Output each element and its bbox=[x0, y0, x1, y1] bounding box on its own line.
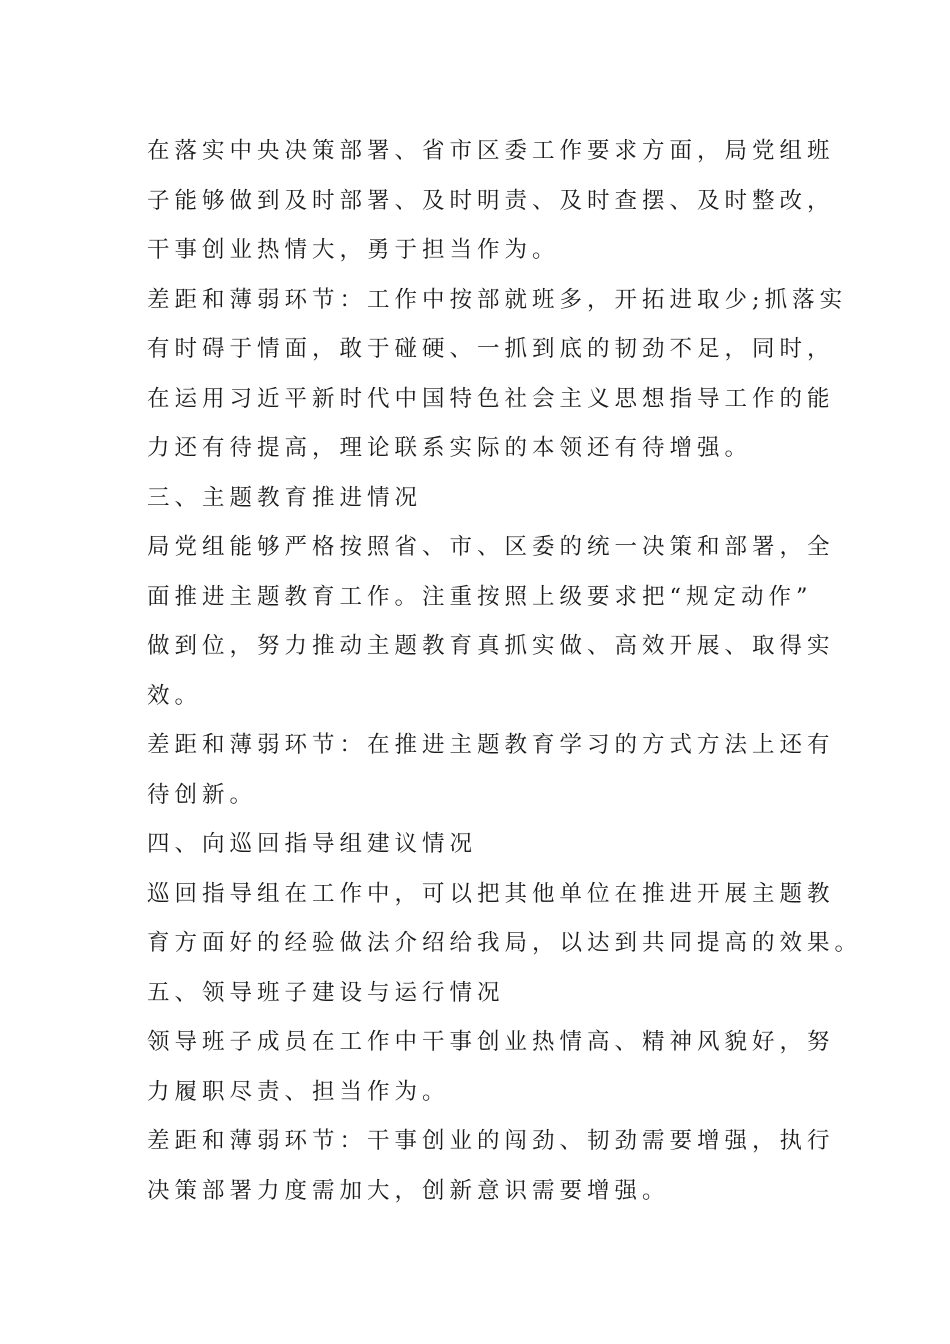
section-heading: 四、向巡回指导组建议情况 bbox=[147, 831, 478, 857]
text-line: 在运用习近平新时代中国特色社会主义思想指导工作的能 bbox=[147, 385, 835, 412]
text-line: 在落实中央决策部署、省市区委工作要求方面，局党组班 bbox=[147, 138, 835, 164]
text-line: 待创新。 bbox=[147, 781, 258, 808]
text-line: 差距和薄弱环节：工作中按部就班多，开拓进取少;抓落实 bbox=[147, 286, 848, 313]
text-line: 领导班子成员在工作中干事创业热情高、精神风貌好，努 bbox=[147, 1029, 835, 1055]
text-line: 决策部署力度需加大，创新意识需要增强。 bbox=[147, 1177, 670, 1204]
text-line: 做到位，努力推动主题教育真抓实做、高效开展、取得实 bbox=[147, 633, 835, 659]
text-line: 子能够做到及时部署、及时明责、及时查摆、及时整改， bbox=[147, 187, 835, 214]
text-line: 有时碍于情面，敢于碰硬、一抓到底的韧劲不足，同时， bbox=[147, 336, 835, 362]
text-line: 差距和薄弱环节：在推进主题教育学习的方式方法上还有 bbox=[147, 732, 835, 758]
text-line: 差距和薄弱环节：干事创业的闯劲、韧劲需要增强，执行 bbox=[147, 1128, 835, 1154]
text-line: 力履职尽责、担当作为。 bbox=[147, 1078, 450, 1105]
text-line: 巡回指导组在工作中，可以把其他单位在推进开展主题教 bbox=[147, 880, 835, 907]
text-line: 局党组能够严格按照省、市、区委的统一决策和部署，全 bbox=[147, 534, 835, 560]
section-heading: 五、领导班子建设与运行情况 bbox=[147, 979, 505, 1006]
text-line: 力还有待提高，理论联系实际的本领还有待增强。 bbox=[147, 435, 753, 461]
text-line: 育方面好的经验做法介绍给我局，以达到共同提高的效果。 bbox=[147, 930, 863, 956]
document-body bbox=[147, 127, 863, 1216]
text-line: 效。 bbox=[147, 682, 203, 709]
text-line: 面推进主题教育工作。注重按照上级要求把“规定动作” bbox=[147, 583, 813, 610]
section-heading: 三、主题教育推进情况 bbox=[147, 484, 423, 511]
text-line: 干事创业热情大，勇于担当作为。 bbox=[147, 237, 560, 263]
